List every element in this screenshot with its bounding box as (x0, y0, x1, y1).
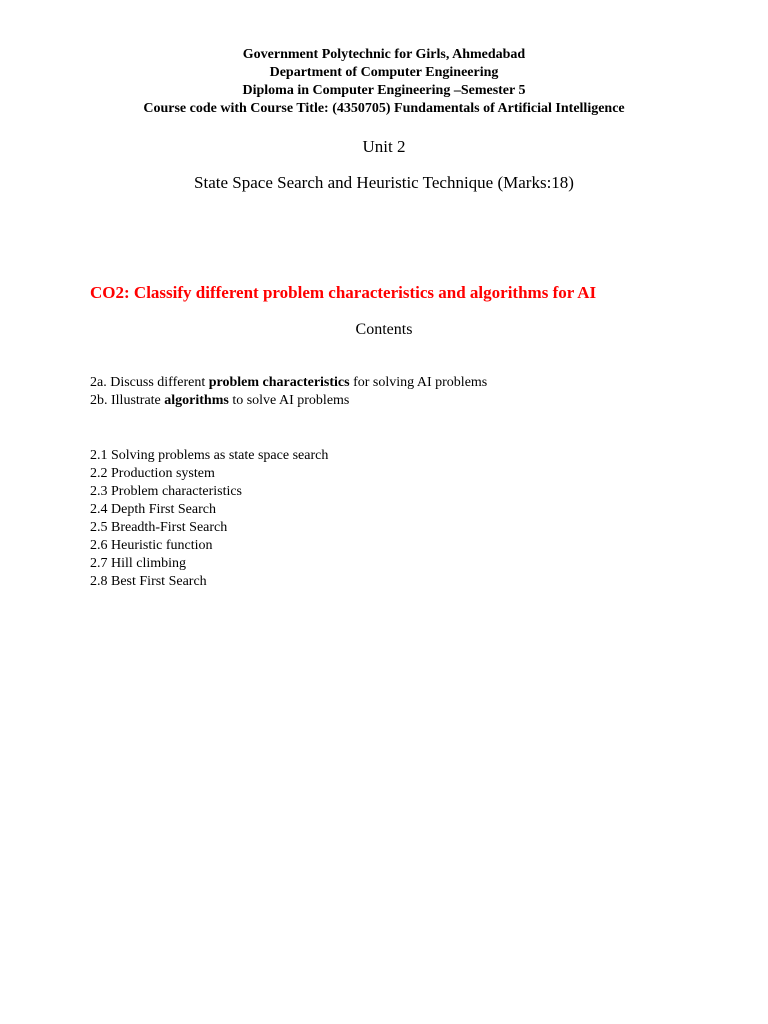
outcome-keyword: algorithms (164, 393, 229, 408)
outcome-prefix: 2b. Illustrate (90, 393, 165, 408)
course-outcome: CO2: Classify different problem characteristics and algorithms for AI (90, 283, 597, 302)
outcome-suffix: to solve AI problems (228, 393, 350, 408)
unit-title: State Space Search and Heuristic Technique (Marks:18) (194, 173, 574, 192)
program-name: Diploma in Computer Engineering –Semester 5 (242, 83, 526, 98)
learning-outcomes-list (90, 374, 487, 410)
outcome-prefix: 2a. Discuss different (90, 375, 209, 390)
topic-item: 2.1 Solving problems as state space search (90, 448, 329, 463)
topic-item: 2.7 Hill climbing (90, 556, 187, 571)
topic-item: 2.3 Problem characteristics (90, 484, 243, 499)
contents-heading: Contents (355, 321, 413, 338)
outcome-keyword: problem characteristics (208, 375, 350, 390)
learning-outcome-item (90, 374, 487, 392)
outcome-suffix: for solving AI problems (349, 375, 488, 390)
institute-name: Government Polytechnic for Girls, Ahmedabad (242, 47, 526, 62)
document-header (0, 46, 768, 118)
course-title: Course code with Course Title: (4350705) Fundamentals of Artificial Intelligence (143, 101, 625, 116)
topics-list (90, 447, 328, 591)
topic-item: 2.5 Breadth-First Search (90, 520, 228, 535)
unit-number: Unit 2 (362, 137, 406, 156)
topic-item: 2.2 Production system (90, 466, 215, 481)
department-name: Department of Computer Engineering (269, 65, 499, 80)
topic-item: 2.6 Heuristic function (90, 538, 213, 553)
learning-outcome-item (90, 392, 487, 410)
topic-item: 2.8 Best First Search (90, 574, 207, 589)
topic-item: 2.4 Depth First Search (90, 502, 216, 517)
